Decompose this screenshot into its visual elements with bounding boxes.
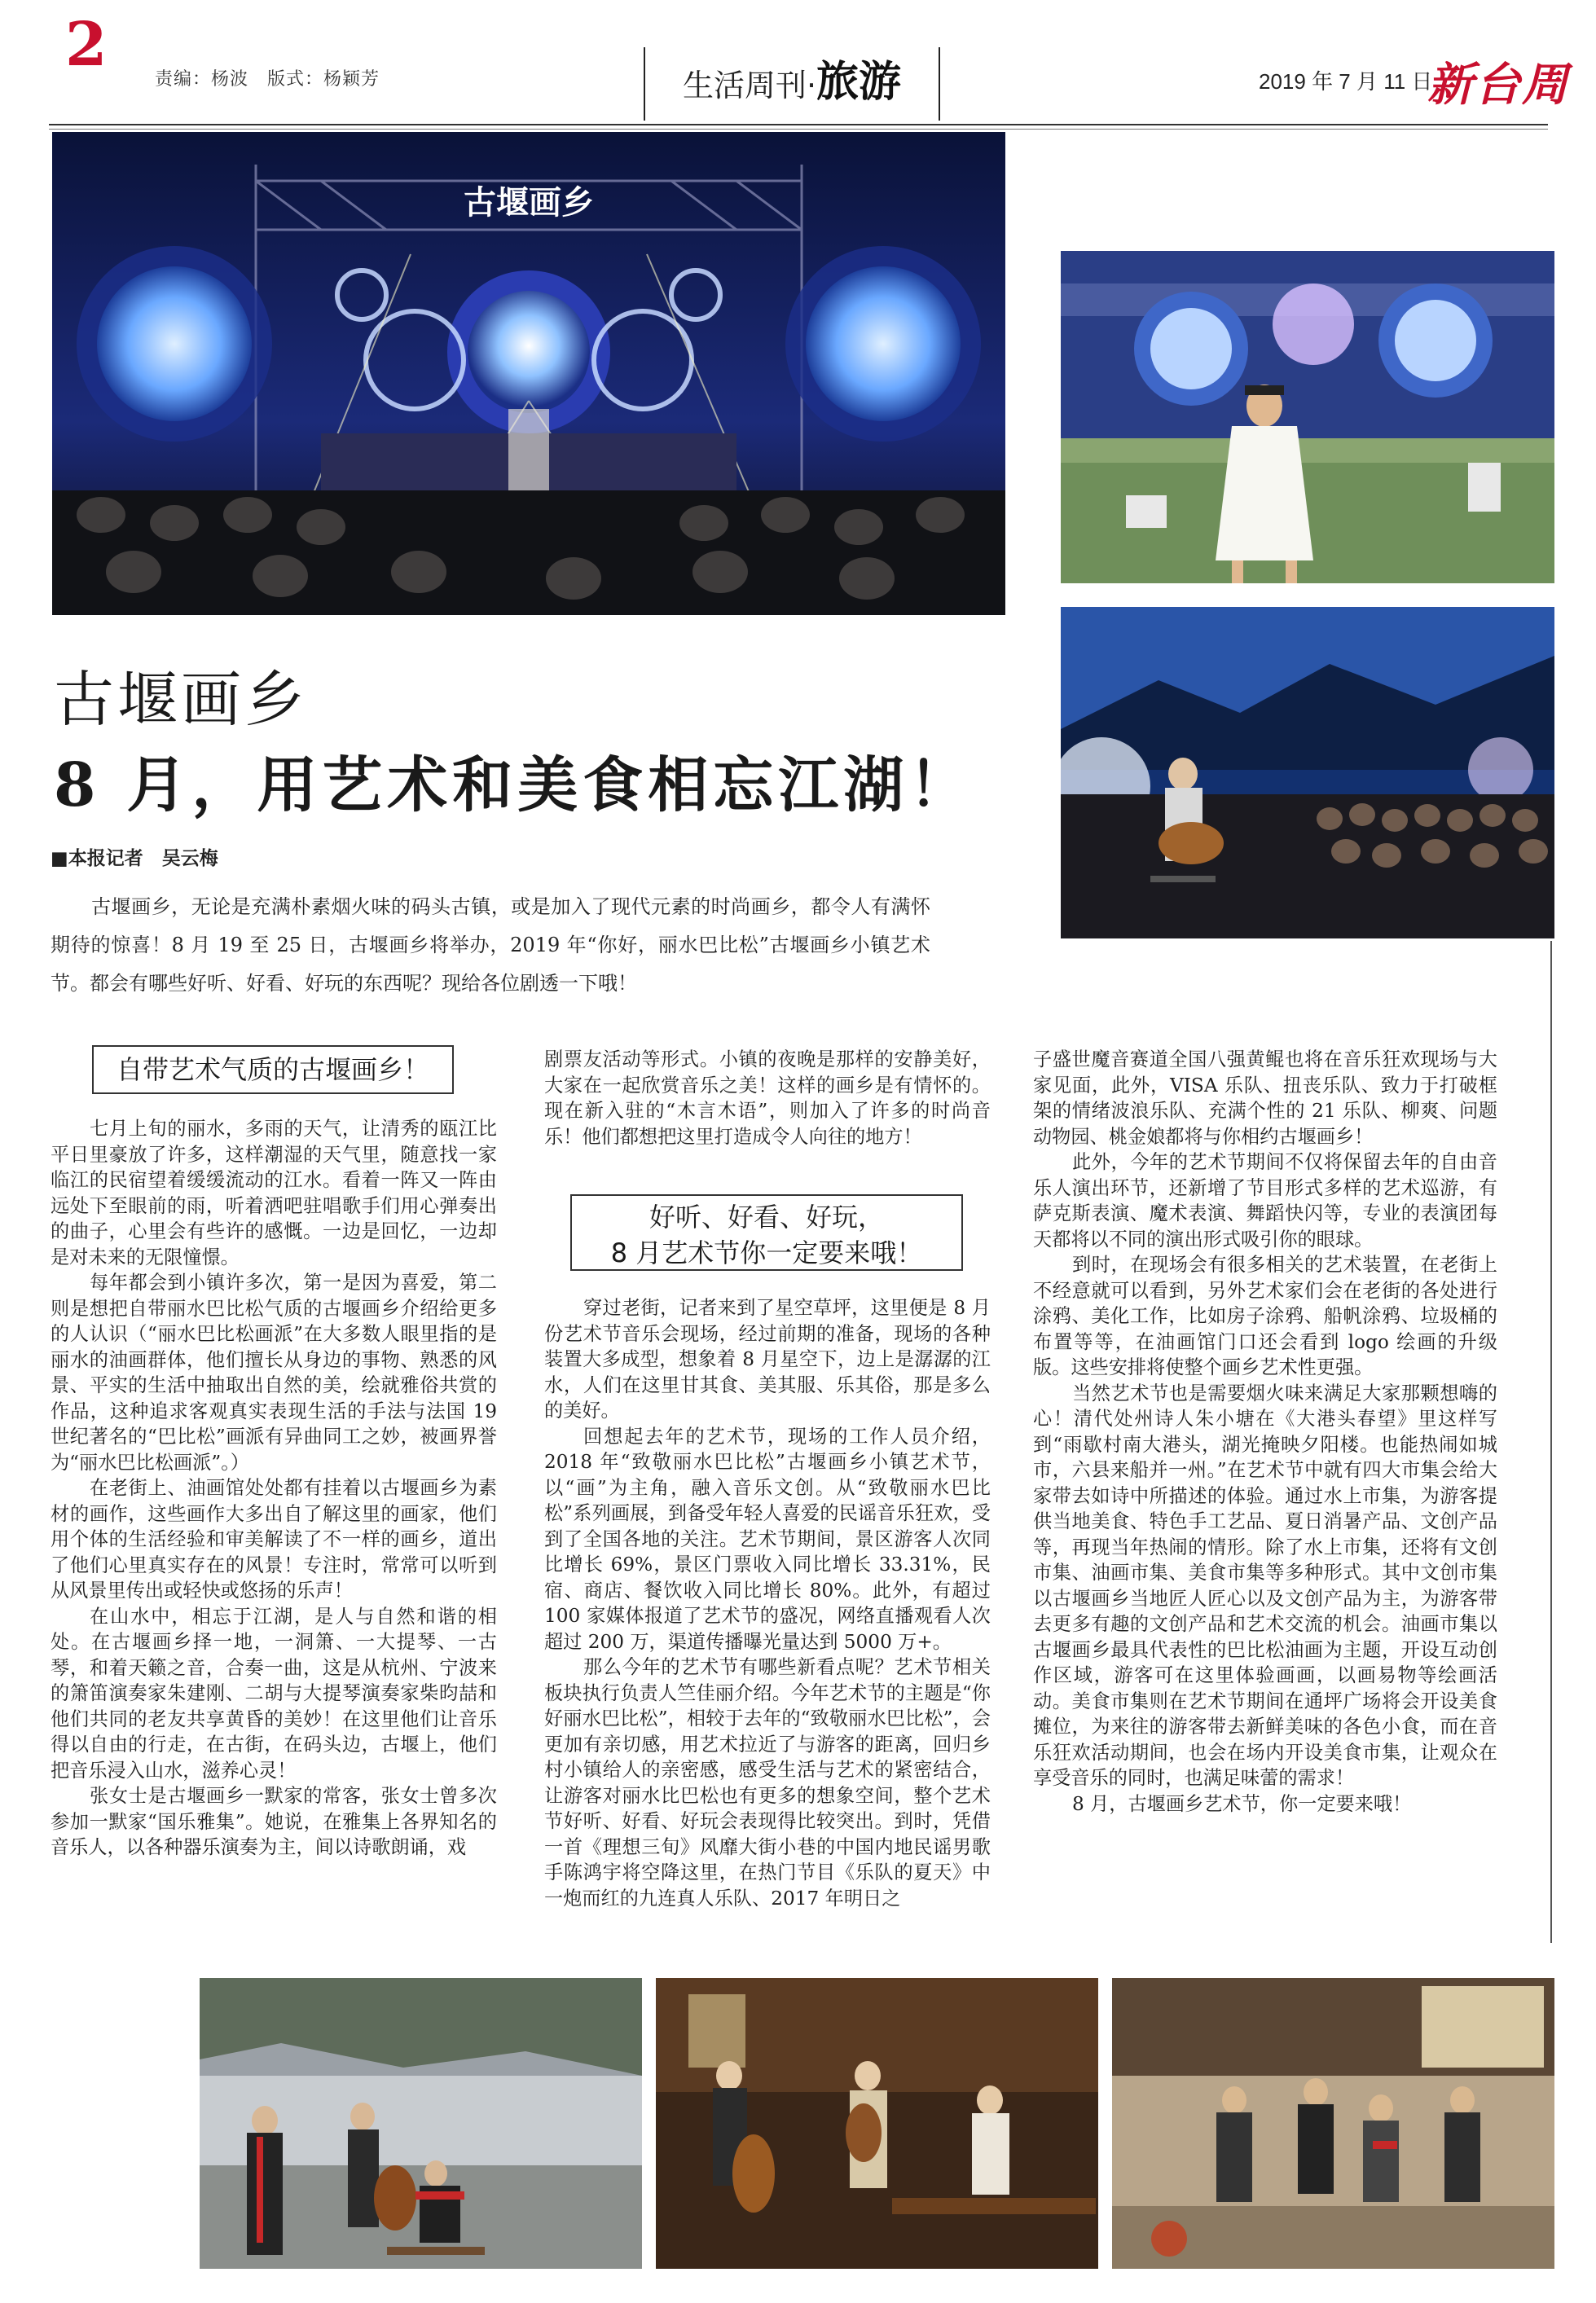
paragraph: 到时，在现场会有很多相关的艺术装置，在老街上不经意就可以看到，另外艺术家们会在老街的各处进行涂鸦、美化工作，比如房子涂鸦、船帆涂鸦、垃圾桶的布置等等，在油画馆门口还会看到 logo 绘画的升级版。这些安排将使整个画乡艺术性更强。 xyxy=(1033,1254,1497,1378)
paragraph: 穿过老街，记者来到了星空草坪，这里便是 8 月份艺术节音乐会现场，经过前期的准备，现场的各种装置大多成型，想象着 8 月星空下，边上是潺潺的江水，人们在这里甘其食、美其服、乐其俗，那是多么的美好。 xyxy=(544,1297,991,1422)
paragraph: 回想起去年的艺术节，现场的工作人员介绍，2018 年“致敬丽水巴比松”古堰画乡小镇艺术节，以“画”为主角，融入音乐文创。从“致敬丽水巴比松”系列画展，到备受年轻人喜爱的民谣音乐狂欢，受到了全国各地的关注。艺术节期间，景区游客人次同比增长 69%，景区门票收入同比增长 33.31%，民宿、商店、餐饮收入同比增长 80%。此外，有超过 100 家媒体报道了艺术节的盛况，网络直播观看人次超过 200 万，渠道传播曝光量达到 5000 万+。 xyxy=(544,1425,991,1653)
paragraph: 8 月，古堰画乡艺术节，你一定要来哦！ xyxy=(1072,1792,1412,1815)
editors-credit: 责编：杨波 版式：杨颖芳 xyxy=(155,69,380,90)
indoor-ensemble-photo xyxy=(656,1978,1098,2269)
night-guitarist-photo xyxy=(1061,607,1554,938)
page-number: 2 xyxy=(65,10,108,80)
header-rule-thin xyxy=(49,129,1548,130)
paragraph: 那么今年的艺术节有哪些新看点呢？艺术节相关板块执行负责人竺佳丽介绍。今年艺术节的主题是“你好丽水巴比松”，相较于去年的“致敬丽水巴比松”，会更加有亲切感，用艺术拉近了与游客的距离，回归乡村小镇给人的亲密感，感受生活与艺术的紧密结合，让游客对丽水比巴松也有更多的想象空间，整个艺术节好听、好看、好玩会表现得比较突出。到时，凭借一首《理想三旬》风靡大街小巷的中国内地民谣男歌手陈鸿宇将空降这里，在热门节目《乐队的夏天》中一炮而红的九连真人乐队、2017 年明日之 xyxy=(544,1656,991,1910)
article-title-line2: 8 月，用艺术和美食相忘江湖！ xyxy=(54,750,974,820)
paragraph: 七月上旬的丽水，多雨的天气，让清秀的瓯江比平日里豪放了许多，这样潮湿的天气里，随意找一家临江的民宿望着缓缓流动的江水。看着一阵又一阵由远处下至眼前的雨，听着洒吧驻唱歌手们用心弹奏出的曲子，心里会有些许的感慨。一边是回忆，一边却是对未来的无限憧憬。 xyxy=(51,1118,497,1268)
paragraph: 子盛世魔音赛道全国八强黄鲲也将在音乐狂欢现场与大家见面，此外，VISA 乐队、扭丧乐队、致力于打破框架的情绪波浪乐队、充满个性的 21 乐队、柳爽、问题动物园、桃金娘都将与你相约古堰画乡！ xyxy=(1033,1048,1497,1148)
paragraph: 在老街上、油画馆处处都有挂着以古堰画乡为素材的画作，这些画作大多出自了解这里的画家，他们用个体的生活经验和审美解读了不一样的画乡，道出了他们心里真实存在的风景！专注时，常常可以听到从风景里传出或轻快或悠扬的乐声！ xyxy=(51,1477,497,1602)
riverside-musicians-photo xyxy=(200,1978,642,2269)
paragraph: 当然艺术节也是需要烟火味来满足大家那颗想嗨的心！清代处州诗人朱小塘在《大港头春望》里这样写到“雨歇村南大港头，湖光掩映夕阳楼。也能热闹如城市，六县来船并一州。”在艺术节中就有四大市集会给大家带去如诗中所描述的体验。通过水上市集，为游客提供当地美食、特色手工艺品、夏日消暑产品、文创产品等，再现当年热闹的情形。除了水上市集，还将有文创市集、油画市集、美食市集等多种形式。其中文创市集以古堰画乡当地匠人匠心以及文创产品为主，为游客带去更多有趣的文创产品和艺术交流的机会。油画市集以古堰画乡最具代表性的巴比松油画为主题，开设互动创作区域，游客可在这里体验画画，以画易物等绘画活动。美食市集则在艺术节期间在通坪广场将会开设美食摊位，为来往的游客带去新鲜美味的各色小食，而在音乐狂欢活动期间，也会在场内开设美食市集，让观众在享受音乐的同时，也满足味蕾的需求！ xyxy=(1033,1382,1497,1789)
paragraph: 每年都会到小镇许多次，第一是因为喜爱，第二则是想把自带丽水巴比松气质的古堰画乡介绍给更多的人认识（“丽水巴比松画派”在大多数人眼里指的是丽水的油画群体，他们擅长从身边的事物、熟悉的风景、平实的生活中抽取出自然的美，绘就雅俗共赏的作品，这种追求客观真实表现生活的手法与法国 19 世纪著名的“巴比松”画派有异曲同工之妙，被画界誉为“丽水巴比松画派”。） xyxy=(51,1272,497,1474)
woman-lawn-photo xyxy=(1061,251,1554,583)
section-title: 旅游 xyxy=(816,58,902,107)
article-title-line1: 古堰画乡 xyxy=(54,665,308,735)
paragraph: 在山水中，相忘于江湖，是人与自然和谐的相处。在古堰画乡择一地，一洞箫、一大提琴、一古琴，和着天籁之音，合奏一曲，这是从杭州、宁波来的箫笛演奏家朱建刚、二胡与大提琴演奏家柴昀喆和他们共同的老友共享黄昏的美妙！在这里他们让音乐得以自由的行走，在古街，在码头边，古堰上，他们把音乐浸入山水，滋养心灵！ xyxy=(51,1605,497,1782)
masthead-logo: 新台周 xyxy=(1427,58,1569,112)
column-divider xyxy=(1550,941,1552,1943)
subhead-2-line2: 8 月艺术节你一定要来哦！ xyxy=(610,1237,923,1268)
concert-stage-photo xyxy=(52,132,1005,615)
article-column-2-top xyxy=(544,1047,991,1149)
street-performance-photo xyxy=(1112,1978,1554,2269)
paragraph: 张女士是古堰画乡一默家的常客，张女士曾多次参加一默家“国乐雅集”。她说，在雅集上各界知名的音乐人，以各种器乐演奏为主，间以诗歌朗诵，戏 xyxy=(51,1785,497,1858)
article-column-1 xyxy=(51,1116,497,1861)
article-lead: 古堰画乡，无论是充满朴素烟火味的码头古镇，或是加入了现代元素的时尚画乡，都令人有满怀期待的惊喜！8 月 19 至 25 日，古堰画乡将举办，2019 年“你好，丽水巴比松”古堰画乡小镇艺术节。都会有哪些好听、好看、好玩的东西呢？现给各位剧透一下哦！ xyxy=(51,895,930,995)
stage-sign-text: 古堰画乡 xyxy=(464,184,594,222)
article-column-3 xyxy=(1033,1047,1497,1817)
subhead-box-1: 自带艺术气质的古堰画乡！ xyxy=(92,1045,454,1094)
weekly-label: 生活周刊· xyxy=(682,68,817,103)
issue-date: 2019 年 7 月 11 日 xyxy=(1259,69,1433,94)
paragraph: 剧票友活动等形式。小镇的夜晚是那样的安静美好，大家在一起欣赏音乐之美！这样的画乡是有情怀的。现在新入驻的“木言木语”，则加入了许多的时尚音乐！他们都想把这里打造成令人向往的地方！ xyxy=(544,1048,991,1148)
subhead-box-2 xyxy=(570,1194,963,1271)
paragraph: 此外，今年的艺术节期间不仅将保留去年的自由音乐人演出环节，还新增了节目形式多样的艺术巡游，有萨克斯表演、魔术表演、舞蹈快闪等，专业的表演团每天都将以不同的演出形式吸引你的眼球。 xyxy=(1033,1151,1497,1250)
subhead-2-line1: 好听、好看、好玩， xyxy=(649,1202,884,1233)
article-column-2 xyxy=(544,1295,991,1911)
article-byline: ■本报记者 吴云梅 xyxy=(51,848,218,869)
section-header xyxy=(644,47,940,121)
header-rule xyxy=(49,124,1548,125)
